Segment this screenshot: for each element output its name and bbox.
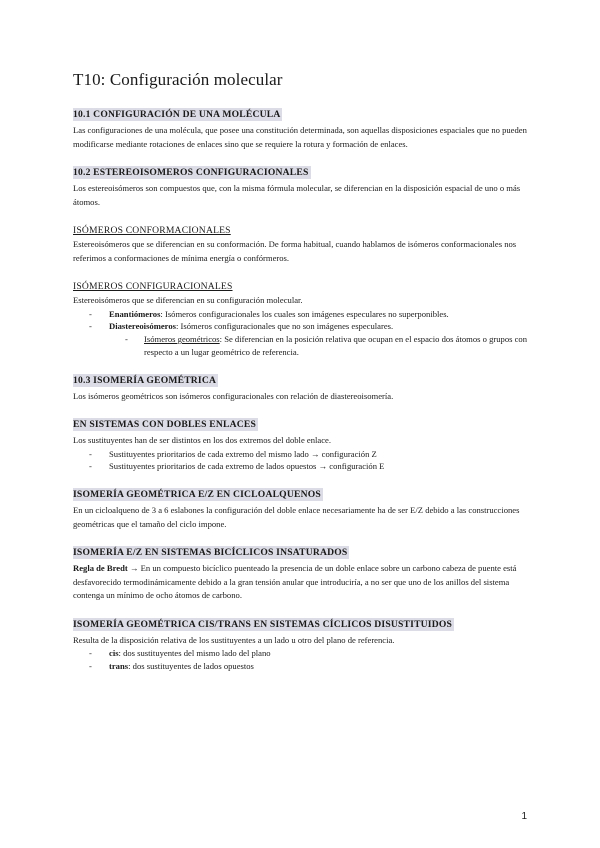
list-item: - Sustituyentes prioritarios de cada extremo del mismo lado → configuración Z <box>73 448 533 461</box>
document-page <box>73 70 533 684</box>
page-title: T10: Configuración molecular <box>73 70 283 89</box>
term: trans <box>109 661 129 672</box>
definition: : Se diferencian en la posición relativa que ocupan en el espacio dos átomos o grupos con respecto a un lugar geométrico de referencia. <box>144 334 528 357</box>
list-item <box>73 660 533 673</box>
section-text: Los sustituyentes han de ser distintos en los dos extremos del doble enlace. <box>73 435 332 446</box>
section-text: Los estereoisómeros son compuestos que, con la misma fórmula molecular, se diferencian en la disposición espacial de uno o más átomos. <box>73 183 521 207</box>
list-item <box>73 308 533 321</box>
definition: : dos sustituyentes de lados opuestos <box>128 661 254 672</box>
section-heading: ISOMERÍA GEOMÉTRICA CIS/TRANS EN SISTEMAS CÍCLICOS DISUSTITUIDOS <box>73 618 453 630</box>
definition: → En un compuesto bicíclico puenteado la presencia de un doble enlace sobre un carbono cabeza de puente está desfavorecido termodinámicamente debido a la gran tensión anular que introduciría, a no ser que uno de los anillos del sistema contenga un mínimo de ocho átomos de carbono. <box>73 563 517 601</box>
definition: : Isómeros configuracionales que no son imágenes especulares. <box>175 321 394 332</box>
section-conformacionales <box>73 220 533 265</box>
section-heading: 10.2 ESTEREOISOMEROS CONFIGURACIONALES <box>73 167 309 178</box>
definition: : Isómeros configuracionales los cuales son imágenes especulares no superponibles. <box>160 308 449 319</box>
section-text: Resulta de la disposición relativa de los sustituyentes a un lado u otro del plano de referencia. <box>73 634 395 645</box>
section-heading: ISOMERÍA E/Z EN SISTEMAS BICÍCLICOS INSATURADOS <box>73 547 348 559</box>
section-text: Estereoisómeros que se diferencian en su conformación. De forma habitual, cuando hablamos de isómeros conformacionales nos referimos a conformaciones de mínima energía o confórmeros. <box>73 239 517 263</box>
section-configuracionales <box>73 276 533 359</box>
term: cis <box>109 648 119 659</box>
bullet-list <box>73 448 533 474</box>
list-item <box>73 320 533 333</box>
term: Isómeros geométricos <box>144 334 220 345</box>
section-configuracion <box>73 104 533 151</box>
page-number: 1 <box>521 811 527 822</box>
subsection-heading: ISÓMEROS CONFORMACIONALES <box>73 225 231 236</box>
term: Regla de Bredt <box>73 563 128 574</box>
section-heading: ISOMERÍA GEOMÉTRICA E/Z EN CICLOALQUENOS <box>73 489 321 501</box>
section-text: En un cicloalqueno de 3 a 6 eslabones la configuración del doble enlace necesariamente ha de ser E/Z debido a las construcciones geométricas que el tamaño del ciclo impone. <box>73 505 520 529</box>
subsection-heading: ISÓMEROS CONFIGURACIONALES <box>73 281 233 292</box>
section-isomeria-geometrica <box>73 370 533 404</box>
bullet-list <box>73 647 533 673</box>
section-heading: 10.1 CONFIGURACIÓN DE UNA MOLÉCULA <box>73 109 281 120</box>
term: Enantiómeros <box>109 308 161 319</box>
definition: : dos sustituyentes del mismo lado del plano <box>118 648 271 659</box>
list-subitem <box>73 333 533 359</box>
section-dobles-enlaces <box>73 414 533 473</box>
section-text: Estereoisómeros que se diferencian en su configuración molecular. <box>73 295 303 305</box>
section-heading: 10.3 ISOMERÍA GEOMÉTRICA <box>73 374 217 386</box>
section-cis-trans <box>73 614 533 673</box>
list-item: - Sustituyentes prioritarios de cada extremo de lados opuestos → configuración E <box>73 460 533 473</box>
section-estereoisomeros <box>73 162 533 209</box>
section-heading: EN SISTEMAS CON DOBLES ENLACES <box>73 419 257 431</box>
bullet-list <box>73 308 533 359</box>
section-text: Los isómeros geométricos son isómeros configuracionales con relación de diastereoisomería. <box>73 390 394 401</box>
section-text: Las configuraciones de una molécula, que posee una constitución determinada, son aquellas disposiciones espaciales que no pueden modificarse mediante rotaciones de enlaces sino que se requiere la rotura y formación de enlaces. <box>73 125 527 149</box>
section-biciclicos <box>73 542 533 603</box>
term: Diastereoisómeros <box>109 321 176 332</box>
list-item <box>73 647 533 660</box>
section-cicloalquenos <box>73 484 533 531</box>
section-text <box>73 562 533 603</box>
